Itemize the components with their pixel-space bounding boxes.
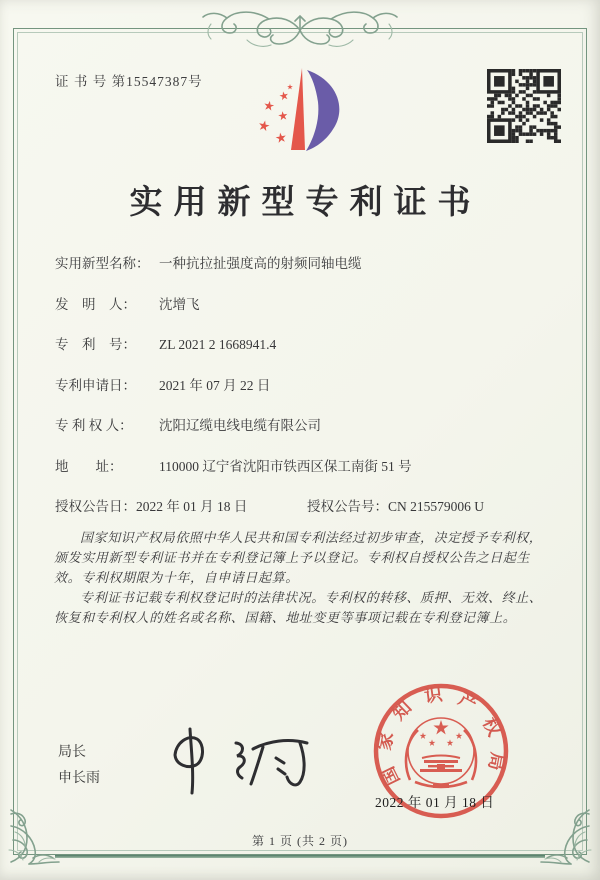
top-ornament-icon: [197, 2, 403, 52]
certificate-number: 证 书 号 第15547387号: [55, 74, 203, 89]
field-row-filing-date: [55, 374, 555, 415]
field-row-inventor: [55, 293, 555, 334]
grant-no-label: 授权公告号：: [307, 499, 388, 514]
svg-text:国家知识产权局: 国家知识产权局: [374, 684, 508, 789]
grant-no-value: CN 215579006 U: [388, 499, 485, 514]
field-list: [55, 252, 555, 536]
grant-no-group: [307, 495, 484, 515]
qr-code-icon: [487, 69, 561, 143]
field-label: 专利申请日：: [55, 377, 136, 393]
field-value: 2021 年 07 月 22 日: [159, 377, 271, 393]
frame-bottom-rule: [55, 855, 545, 858]
grant-date-value: 2022 年 01 月 18 日: [136, 499, 248, 514]
field-row-patent-no: [55, 333, 555, 374]
certificate-title: 实用新型专利证书: [129, 185, 482, 221]
field-row-name: [55, 252, 555, 293]
field-value: 一种抗拉扯强度高的射频同轴电缆: [159, 256, 362, 271]
field-value: 沈阳辽缆电线电缆有限公司: [159, 418, 321, 433]
field-value: ZL 2021 2 1668941.4: [159, 337, 277, 352]
field-value: 沈增飞: [159, 296, 200, 312]
signer-name: 申长雨: [58, 771, 100, 786]
legal-paragraph-1: 国家知识产权局依照中华人民共和国专利法经过初步审查，决定授予专利权，颁发实用新型专利证书并在专利登记簿上予以登记。专利权自授权公告之日起生效。专利权期限为十年，自申请日起算。: [54, 530, 543, 585]
cnipa-logo-icon: [240, 62, 360, 162]
seal-date: 2022 年 01 月 18 日: [375, 795, 495, 810]
field-label: 专 利 权 人：: [55, 418, 133, 433]
legal-paragraph-2: 专利证书记载专利权登记时的法律状况。专利权的转移、质押、无效、终止、恢复和专利权人的姓名或名称、国籍、地址变更等事项记载在专利登记簿上。: [54, 590, 543, 625]
field-label: 专 利 号：: [55, 337, 136, 352]
legal-text: [54, 528, 548, 628]
signer-title: 局长: [58, 745, 86, 760]
field-label: 实用新型名称：: [55, 256, 150, 271]
field-row-address: [55, 455, 555, 496]
page-footer: 第 1 页 (共 2 页): [252, 834, 348, 848]
handwritten-signature-icon: [150, 703, 325, 808]
grant-date-label: 授权公告日：: [55, 499, 136, 514]
field-row-patentee: [55, 414, 555, 455]
signer-block: [58, 740, 100, 792]
field-label: 发 明 人：: [55, 296, 136, 312]
field-label: 地 址：: [55, 458, 123, 474]
field-value: 110000 辽宁省沈阳市铁西区保工南街 51 号: [159, 458, 412, 474]
